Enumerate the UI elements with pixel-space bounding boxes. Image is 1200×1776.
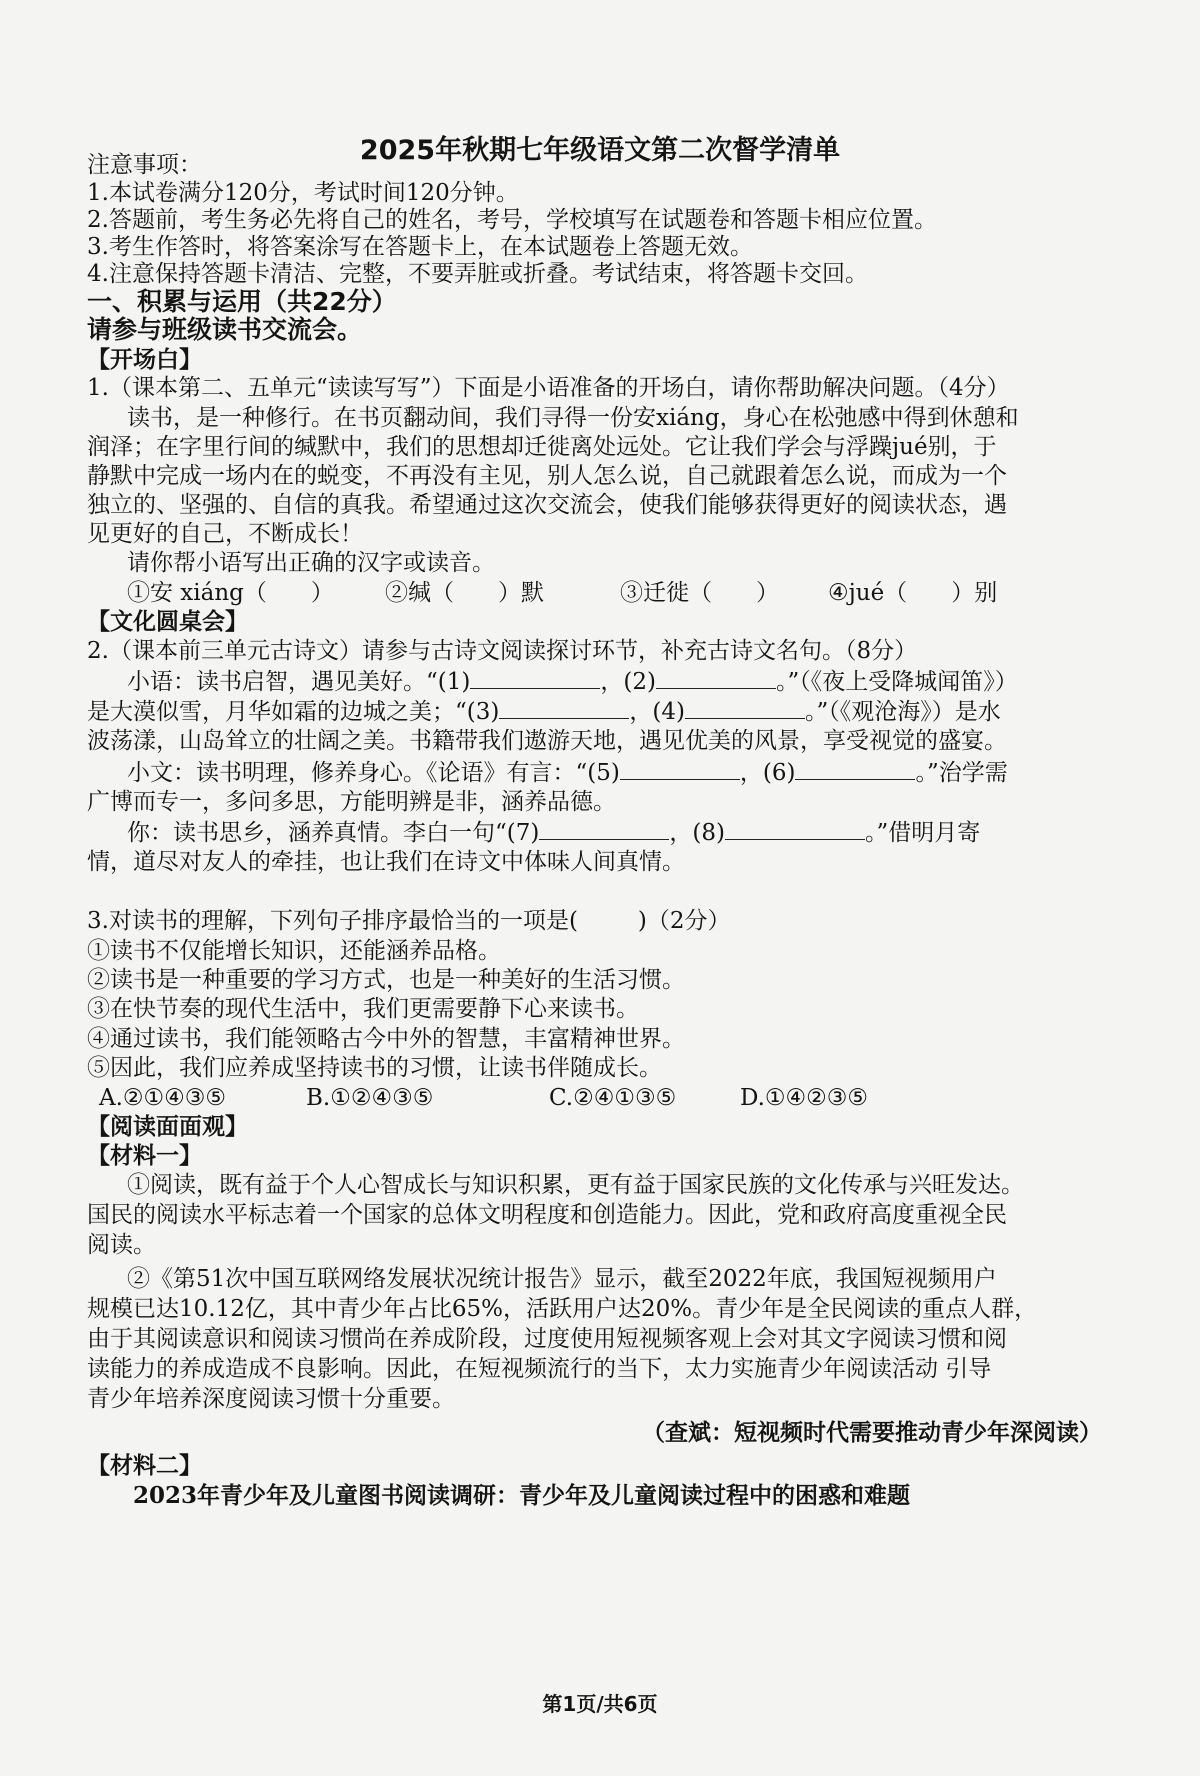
question-3-sentence: ②读书是一种重要的学习方式，也是一种美好的生活习惯。 <box>87 967 685 993</box>
notice-heading: 注意事项： <box>87 152 202 178</box>
question-1-item: ④jué（ ）别 <box>828 580 998 606</box>
answer-blank[interactable] <box>685 696 805 719</box>
question-3-option-a[interactable]: A.②①④③⑤ <box>99 1085 227 1111</box>
answer-blank[interactable] <box>539 817 669 840</box>
passage-line: 静默中完成一场内在的蜕变，不再没有主见，别人怎么说，自己就跟着怎么说，而成为一个 <box>87 463 1007 489</box>
answer-blank[interactable] <box>499 696 629 719</box>
material-1-line: 国民的阅读水平标志着一个国家的总体文明程度和创造能力。因此，党和政府高度重视全民 <box>87 1202 1007 1228</box>
passage-line: 见更好的自己，不断成长！ <box>87 521 363 547</box>
notice-item: 2.答题前，考生务必先将自己的姓名，考号，学校填写在试题卷和答题卡相应位置。 <box>87 207 937 233</box>
question-2-line: 你：读书思乡，涵养真情。李白一句“(7) ，(8) 。”借明月寄 <box>127 817 980 848</box>
passage-line: 读书，是一种修行。在书页翻动间，我们寻得一份安xiáng，身心在松弛感中得到休憩和 <box>127 405 1019 431</box>
section-heading: 一、积累与运用（共22分） <box>87 287 397 316</box>
page-title: 2025年秋期七年级语文第二次督学清单 <box>359 135 841 166</box>
material-1-source: （查斌：短视频时代需要推动青少年深阅读） <box>642 1420 1102 1446</box>
question-3-sentence: ⑤因此，我们应养成坚持读书的习惯，让读书伴随成长。 <box>87 1055 662 1081</box>
answer-blank[interactable] <box>470 666 600 689</box>
material-1-line: 阅读。 <box>87 1232 156 1258</box>
page-number: 第1页/共6页 <box>542 1692 658 1716</box>
material-1-line: 青少年培养深度阅读习惯十分重要。 <box>87 1386 455 1412</box>
section-tag-yuedu: 【阅读面面观】 <box>87 1114 248 1140</box>
question-3-option-b[interactable]: B.①②④③⑤ <box>306 1085 434 1111</box>
question-3-sentence: ①读书不仅能增长知识，还能涵养品格。 <box>87 938 501 964</box>
answer-blank[interactable] <box>725 817 865 840</box>
material-1-line: 规模已达10.12亿，其中青少年占比65%，活跃用户达20%。青少年是全民阅读的重点人群， <box>87 1296 1038 1322</box>
question-1-stem: 1.（课本第二、五单元“读读写写”）下面是小语准备的开场白，请你帮助解决问题。（4分） <box>87 375 1010 401</box>
notice-item: 3.考生作答时，将答案涂写在答题卡上，在本试题卷上答题无效。 <box>87 234 753 260</box>
question-2-line: 是大漠似雪，月华如霜的边城之美；“(3) ，(4) 。”（《观沧海》）是水 <box>87 696 1001 727</box>
question-2-line: 波荡漾，山岛耸立的壮阔之美。书籍带我们遨游天地，遇见优美的风景，享受视觉的盛宴。 <box>87 728 1007 754</box>
question-2-line: 小语：读书启智，遇见美好。“(1) ，(2) 。”（《夜上受降城闻笛》） <box>127 666 1018 697</box>
question-2-line: 小文：读书明理，修养身心。《论语》有言：“(5) ，(6) 。”治学需 <box>127 757 1008 788</box>
question-1-item: ①安 xiáng（ ） <box>127 580 334 606</box>
question-2-line: 情，道尽对友人的牵挂，也让我们在诗文中体味人间真情。 <box>87 849 685 875</box>
section-tag-wenhua: 【文化圆桌会】 <box>87 609 248 635</box>
material-1-line: 由于其阅读意识和阅读习惯尚在养成阶段，过度使用短视频客观上会对其文字阅读习惯和阅 <box>87 1326 1007 1352</box>
material-1-line: ②《第51次中国互联网络发展状况统计报告》显示，截至2022年底，我国短视频用户 <box>127 1266 997 1292</box>
question-1-item: ③迁徙（ ） <box>620 580 779 606</box>
passage-line: 独立的、坚强的、自信的真我。希望通过这次交流会，使我们能够获得更好的阅读状态，遇 <box>87 492 1007 518</box>
answer-blank[interactable] <box>656 666 776 689</box>
notice-item: 4.注意保持答题卡清洁、完整，不要弄脏或折叠。考试结束，将答题卡交回。 <box>87 261 868 287</box>
material-1-line: 读能力的养成造成不良影响。因此，在短视频流行的当下，太力实施青少年阅读活动 引导 <box>87 1356 992 1382</box>
passage-line: 润泽；在字里行间的缄默中，我们的思想却迁徙离处远处。它让我们学会与浮躁jué别，于 <box>87 434 997 460</box>
question-3-sentence: ③在快节奏的现代生活中，我们更需要静下心来读书。 <box>87 996 639 1022</box>
notice-item: 1.本试卷满分120分，考试时间120分钟。 <box>87 180 519 206</box>
question-3-option-c[interactable]: C.②④①③⑤ <box>549 1085 677 1111</box>
section-intro: 请参与班级读书交流会。 <box>87 315 363 344</box>
question-3-option-d[interactable]: D.①④②③⑤ <box>740 1085 869 1111</box>
question-1-instruction: 请你帮小语写出正确的汉字或读音。 <box>127 550 495 576</box>
section-tag-kaichangbai: 【开场白】 <box>87 347 202 373</box>
question-3-stem: 3.对读书的理解，下列句子排序最恰当的一项是( )（2分） <box>87 908 731 934</box>
answer-blank[interactable] <box>620 757 740 780</box>
material-2-title: 2023年青少年及儿童图书阅读调研：青少年及儿童阅读过程中的困惑和难题 <box>133 1482 911 1509</box>
question-2-line: 广博而专一，多问多思，方能明辨是非，涵养品德。 <box>87 789 616 815</box>
material-1-tag: 【材料一】 <box>87 1143 202 1169</box>
question-2-stem: 2.（课本前三单元古诗文）请参与古诗文阅读探讨环节，补充古诗文名句。（8分） <box>87 638 918 664</box>
question-1-item: ②缄（ ）默 <box>385 580 544 606</box>
question-3-sentence: ④通过读书，我们能领略古今中外的智慧，丰富精神世界。 <box>87 1026 685 1052</box>
material-1-line: ①阅读，既有益于个人心智成长与知识积累，更有益于国家民族的文化传承与兴旺发达。 <box>127 1172 1024 1198</box>
material-2-tag: 【材料二】 <box>87 1453 202 1479</box>
answer-blank[interactable] <box>795 757 915 780</box>
